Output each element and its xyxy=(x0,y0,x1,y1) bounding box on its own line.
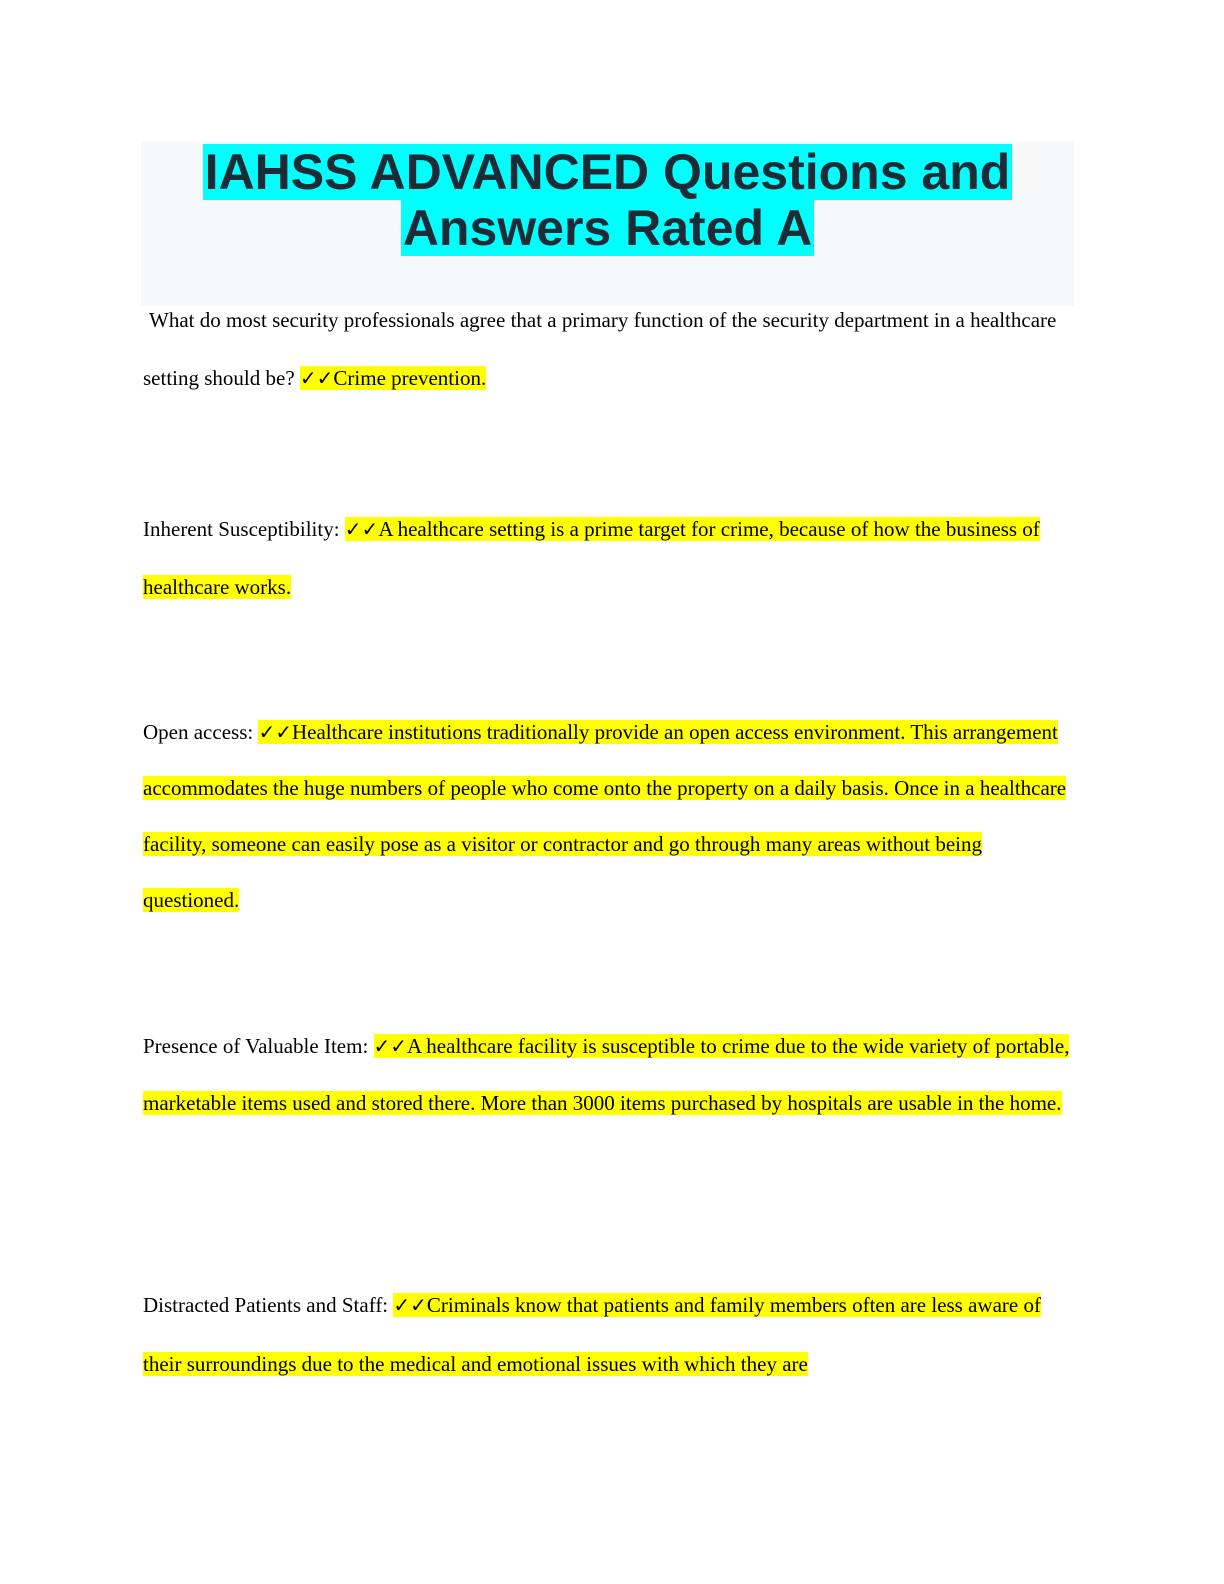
document-title-line-2: Answers Rated A xyxy=(402,200,813,256)
question-text: Inherent Susceptibility: xyxy=(143,517,340,541)
answer-text: A healthcare facility is susceptible to crime due to the wide variety of portable, marketable items used and stored there. More than 3000 items purchased by hospitals are usable in the home. xyxy=(143,1034,1070,1115)
answer-text: A healthcare setting is a prime target for crime, because of how the business of healthcare works. xyxy=(143,517,1040,599)
qa-item xyxy=(143,291,1078,407)
document-title-line-1: IAHSS ADVANCED Questions and xyxy=(204,144,1011,200)
double-check-icon: ✓✓ xyxy=(344,517,379,541)
double-check-icon: ✓✓ xyxy=(373,1034,408,1058)
qa-item xyxy=(143,1018,1078,1132)
answer-highlight xyxy=(300,366,486,390)
answer-text: Healthcare institutions traditionally provide an open access environment. This arrangement accommodates the huge numbers of people who come onto the property on a daily basis. Once in a healthcare facility, someone can easily pose as a visitor or contractor and go through many areas without being questioned. xyxy=(143,720,1067,912)
question-text: Open access: xyxy=(143,720,254,744)
qa-item xyxy=(143,1276,1078,1394)
question-text: Distracted Patients and Staff: xyxy=(143,1293,389,1317)
answer-text: Criminals know that patients and family members often are less aware of their surroundings due to the medical and emotional issues with which they are xyxy=(143,1293,1041,1376)
qa-item xyxy=(143,704,1078,928)
question-text: Presence of Valuable Item: xyxy=(143,1034,369,1058)
question-text: What do most security professionals agree that a primary function of the security department in a healthcare setting should be? xyxy=(143,308,1057,390)
double-check-icon: ✓✓ xyxy=(393,1293,427,1317)
double-check-icon: ✓✓ xyxy=(299,366,334,390)
qa-item xyxy=(143,500,1078,616)
title-box xyxy=(141,141,1074,306)
answer-highlight xyxy=(143,720,1066,912)
answer-text: Crime prevention. xyxy=(333,366,487,390)
double-check-icon: ✓✓ xyxy=(258,720,292,744)
